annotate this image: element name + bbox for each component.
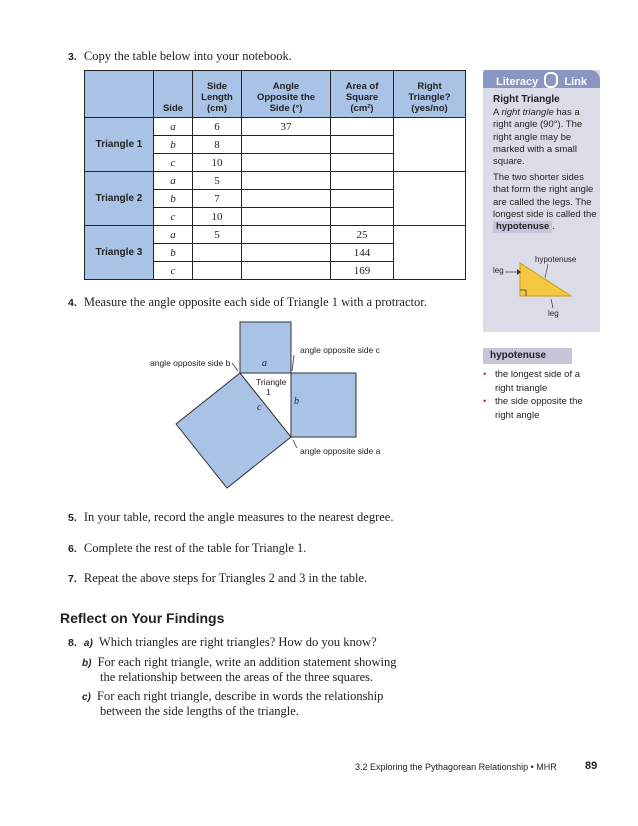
link-icon xyxy=(544,72,558,88)
part-label: c) xyxy=(82,692,91,703)
question-number: 3. xyxy=(68,51,77,63)
label-angle-opposite-b: angle opposite side b xyxy=(150,358,231,368)
side-a-label: a xyxy=(262,358,267,369)
triangle-name: Triangle 3 xyxy=(85,226,154,280)
sidebar-title: Right Triangle xyxy=(493,94,560,105)
sidebar-hypotenuse-term: hypotenuse xyxy=(493,221,552,233)
triangle-label: Triangle xyxy=(256,377,287,387)
figure-leg-label: leg xyxy=(548,309,559,318)
cell-length: 7 xyxy=(193,190,242,208)
sidebar-text: A xyxy=(493,107,502,118)
header-text: Angle Opposite the Side (°) xyxy=(256,81,316,114)
header-literacy: Literacy xyxy=(496,76,539,88)
cell-length: 10 xyxy=(193,208,242,226)
header-text: Right Triangle? (yes/no) xyxy=(408,81,451,114)
pointer-line-a xyxy=(293,440,297,448)
question-number: 8. xyxy=(68,637,77,649)
question-8b xyxy=(82,655,396,671)
sidebar-text: The two shorter sides that form the right angle are called the legs. The longest side is called the xyxy=(493,172,597,220)
question-8b-line2: the relationship between the areas of the three squares. xyxy=(100,670,374,684)
cell-side: c xyxy=(154,154,193,172)
part-text: For each right triangle, write an addition statement showing xyxy=(97,655,397,669)
cell-length: 8 xyxy=(193,136,242,154)
figure-leg-label: leg xyxy=(493,266,504,275)
part-label: a) xyxy=(83,638,93,649)
bullet-text: the longest side of a right triangle xyxy=(495,369,581,394)
question-8c xyxy=(82,689,383,705)
cell-side: a xyxy=(154,172,193,190)
bullet-icon: • xyxy=(483,369,487,380)
header-text: Side xyxy=(162,103,184,114)
page-footer: 3.2 Exploring the Pythagorean Relationship • MHR xyxy=(355,762,557,772)
section-heading: Reflect on Your Findings xyxy=(60,610,225,626)
figure-hypotenuse-label: hypotenuse xyxy=(535,255,577,264)
triangle-name: Triangle 2 xyxy=(85,172,154,226)
question-text: Repeat the above steps for Triangles 2 and 3 in the table. xyxy=(83,571,368,585)
sidebar-paragraph-1 xyxy=(493,107,597,168)
cell-length: 5 xyxy=(193,226,242,244)
pointer-line-b xyxy=(232,363,238,371)
sidebar-term-italic: right triangle xyxy=(501,107,554,118)
cell-area: 25 xyxy=(331,226,394,244)
cell-side: b xyxy=(154,244,193,262)
question-text: Copy the table below into your notebook. xyxy=(83,49,292,63)
literacy-link-header xyxy=(483,70,600,88)
pointer-line-c xyxy=(292,355,294,371)
definition-bullet xyxy=(483,368,601,396)
question-8a xyxy=(68,635,377,651)
question-text: In your table, record the angle measures to the nearest degree. xyxy=(83,510,394,524)
cell-area: 169 xyxy=(331,262,394,280)
cell-side: b xyxy=(154,190,193,208)
question-5 xyxy=(68,509,393,526)
definition-bullet xyxy=(483,395,601,423)
cell-length: 5 xyxy=(193,172,242,190)
cell-side: a xyxy=(154,226,193,244)
sidebar-text: has a right angle (90°). The right angle may be marked with a small square. xyxy=(493,107,583,168)
bullet-icon: • xyxy=(483,396,487,407)
part-text: Which triangles are right triangles? How do you know? xyxy=(98,635,377,649)
header-text: Side Length (cm) xyxy=(201,81,233,114)
definition-term: hypotenuse xyxy=(483,348,572,364)
cell-side: c xyxy=(154,208,193,226)
cell-side: a xyxy=(154,118,193,136)
header-text: Area of Square (cm²) xyxy=(345,81,379,114)
sidebar-text: . xyxy=(552,221,555,233)
cell-side: c xyxy=(154,262,193,280)
question-number: 5. xyxy=(68,512,77,524)
question-8c-line2: between the side lengths of the triangle. xyxy=(100,704,299,718)
label-angle-opposite-a: angle opposite side a xyxy=(300,446,381,456)
triangle-name: Triangle 1 xyxy=(85,118,154,172)
cell-length: 10 xyxy=(193,154,242,172)
part-label: b) xyxy=(82,658,92,669)
side-c-label: c xyxy=(257,402,262,413)
question-number: 4. xyxy=(68,297,77,309)
square-on-side-b xyxy=(291,373,356,437)
question-text: Measure the angle opposite each side of Triangle 1 with a protractor. xyxy=(83,295,427,309)
question-7 xyxy=(68,570,367,587)
triangle-label-number: 1 xyxy=(266,387,271,397)
right-triangle-shape xyxy=(520,263,571,296)
question-text: Complete the rest of the table for Triangle 1. xyxy=(83,541,307,555)
header-link: Link xyxy=(564,76,587,88)
question-number: 6. xyxy=(68,543,77,555)
cell-length: 6 xyxy=(193,118,242,136)
hypotenuse-pointer xyxy=(545,264,548,278)
question-6 xyxy=(68,540,306,557)
part-text: For each right triangle, describe in words the relationship xyxy=(97,689,384,703)
question-number: 7. xyxy=(68,573,77,585)
page-number: 89 xyxy=(585,760,598,772)
cell-angle: 37 xyxy=(242,118,331,136)
label-angle-opposite-c: angle opposite side c xyxy=(300,345,380,355)
bullet-text: the side opposite the right angle xyxy=(495,396,583,421)
literacy-link-title xyxy=(483,72,600,88)
side-b-label: b xyxy=(294,396,299,407)
cell-side: b xyxy=(154,136,193,154)
sidebar-paragraph-2 xyxy=(493,172,597,233)
cell-area: 144 xyxy=(331,244,394,262)
leg2-arrow xyxy=(551,299,553,308)
